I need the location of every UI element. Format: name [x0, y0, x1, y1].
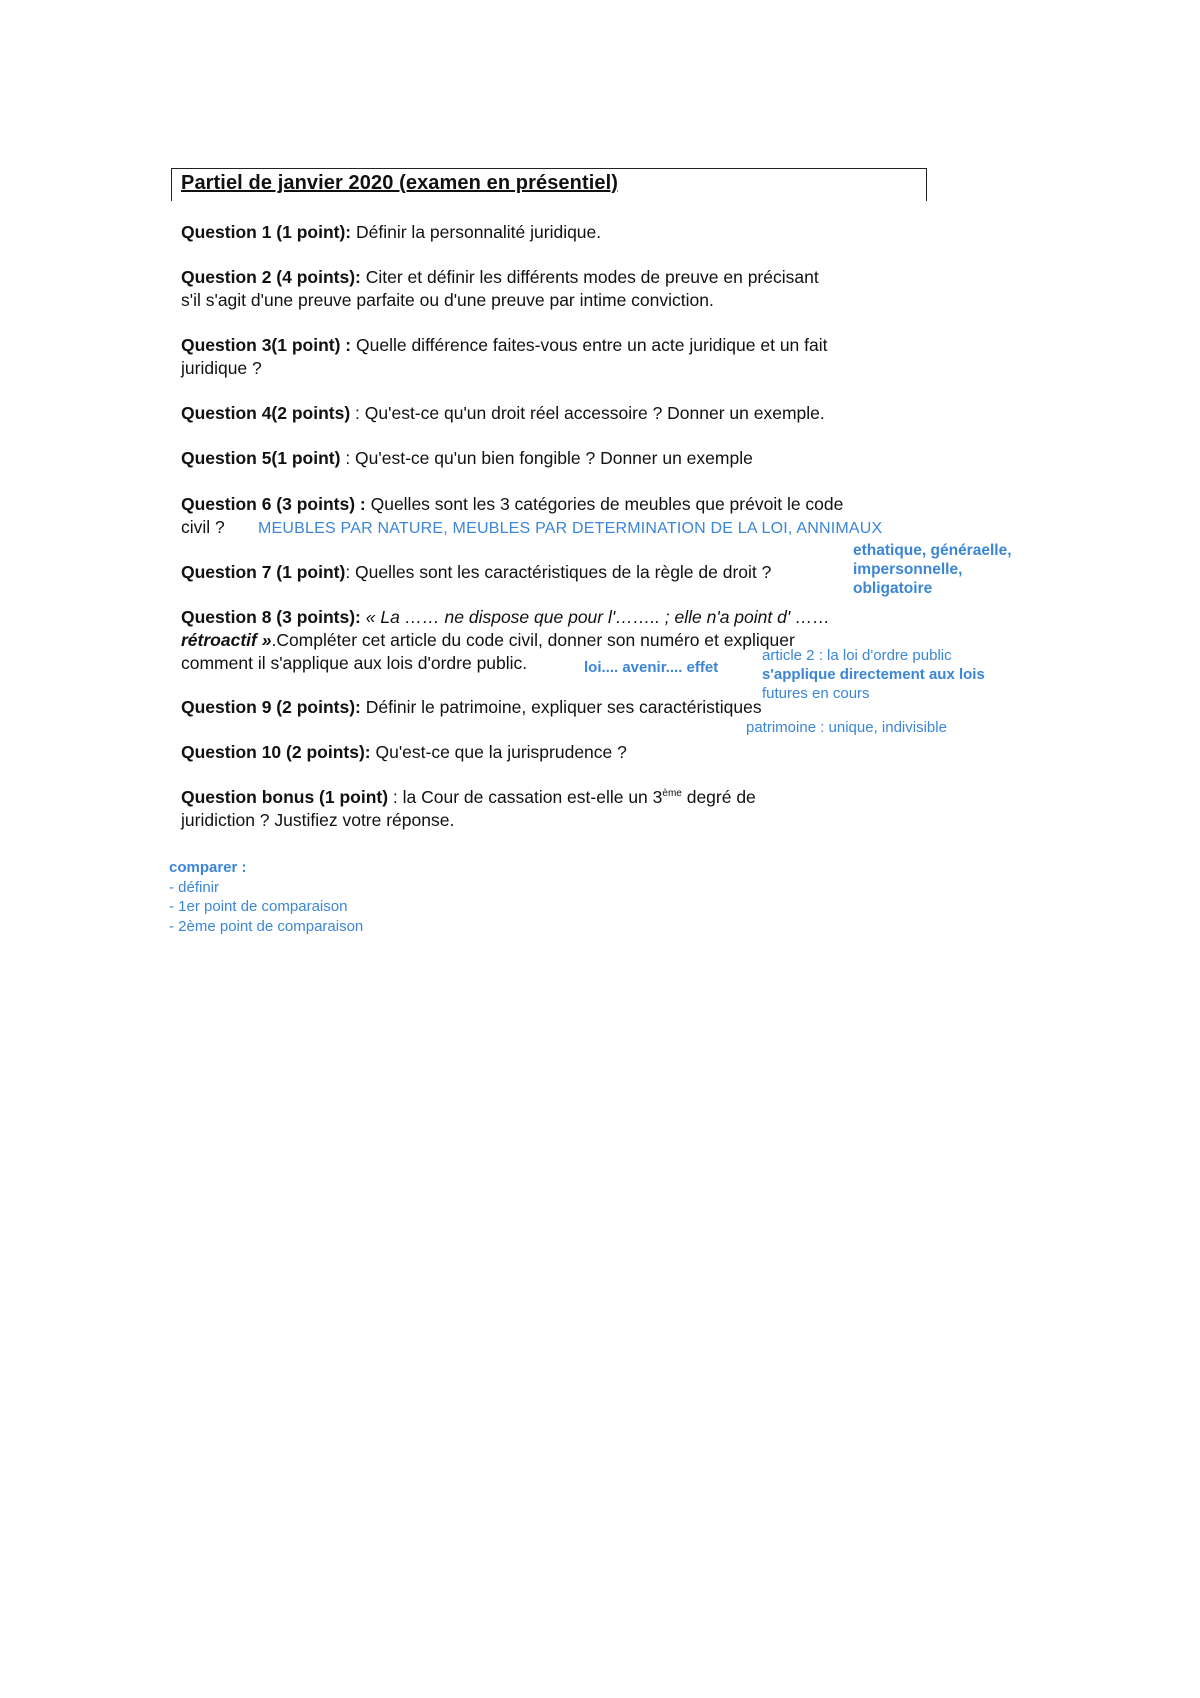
question-label: Question 2 (4 points):	[181, 267, 361, 287]
question-text: s'il s'agit d'une preuve parfaite ou d'une preuve par intime conviction.	[181, 290, 714, 310]
q9-answer-annotation: patrimoine : unique, indivisible	[746, 719, 947, 736]
question-10	[181, 741, 921, 764]
article-quote: « La …… ne dispose que pour l'…….. ; elle n'a point d' ……	[360, 607, 831, 627]
compare-notes: comparer : - définir - 1er point de comparaison - 2ème point de comparaison	[169, 859, 364, 935]
question-text: : Quelles sont les caractéristiques de la règle de droit ?	[345, 562, 772, 582]
question-text: Quelles sont les 3 catégories de meubles que prévoit le code	[365, 494, 844, 514]
question-1	[181, 221, 921, 244]
question-5	[181, 447, 921, 470]
question-label: Question 4(2 points)	[181, 403, 351, 423]
article-quote-end: rétroactif »	[181, 630, 272, 650]
q8-article-annotation: article 2 : la loi d'ordre public s'applique directement aux lois futures en cours	[762, 647, 985, 702]
question-7	[181, 561, 921, 584]
question-text: Quelle différence faites-vous entre un acte juridique et un fait	[351, 335, 828, 355]
question-text: comment il s'applique aux lois d'ordre public.	[181, 653, 528, 673]
question-4	[181, 402, 921, 425]
question-text: .Compléter cet article du code civil, donner son numéro et expliquer	[271, 630, 795, 650]
question-text: Définir le patrimoine, expliquer ses caractéristiques	[360, 697, 762, 717]
question-label: Question 8 (3 points)	[181, 607, 356, 627]
question-3	[181, 334, 921, 380]
q7-answer-annotation: ethatique, généraelle, impersonnelle, obligatoire	[853, 542, 1012, 597]
question-bonus: Question bonus (1 point) : la Cour de cassation est-elle un 3ème degré de juridiction ? Justifiez votre réponse.	[181, 787, 756, 830]
page-title: Partiel de janvier 2020 (examen en présentiel)	[181, 172, 619, 194]
q6-answer-annotation: MEUBLES PAR NATURE, MEUBLES PAR DETERMINATION DE LA LOI, ANNIMAUX	[258, 520, 883, 537]
question-2	[181, 266, 921, 312]
question-text: Définir la personnalité juridique.	[351, 222, 602, 242]
question-label: Question 10 (2 points):	[181, 742, 371, 762]
question-label: Question 9 (2 points):	[181, 697, 361, 717]
question-label: Question 3(1 point) :	[181, 335, 352, 355]
question-text: juridiction ? Justifiez votre réponse.	[181, 810, 455, 830]
question-label: Question 5(1 point)	[181, 448, 341, 468]
question-label: Question bonus (1 point)	[181, 787, 389, 807]
question-label: Question 7 (1 point)	[181, 562, 346, 582]
question-text: : la Cour de cassation est-elle un 3	[388, 787, 663, 807]
question-text: Citer et définir les différents modes de preuve en précisant	[360, 267, 819, 287]
question-text: civil ?	[181, 517, 225, 537]
question-text: Qu'est-ce que la jurisprudence ?	[370, 742, 627, 762]
question-8: Question 8 (3 points): « La …… ne dispose que pour l'…….. ; elle n'a point d' …… rétroactif ».Compléter cet article du code civil, donner son numéro et expliquer comment il s'applique aux lois d'ordre public.	[181, 607, 831, 673]
question-text: : Qu'est-ce qu'un bien fongible ? Donner un exemple	[340, 448, 753, 468]
question-9	[181, 696, 921, 719]
question-text: juridique ?	[181, 358, 262, 378]
question-text: : Qu'est-ce qu'un droit réel accessoire ? Donner un exemple.	[350, 403, 825, 423]
question-label: Question 1 (1 point):	[181, 222, 352, 242]
q8-blanks-annotation: loi.... avenir.... effet	[584, 659, 719, 676]
question-label: Question 6 (3 points) :	[181, 494, 366, 514]
